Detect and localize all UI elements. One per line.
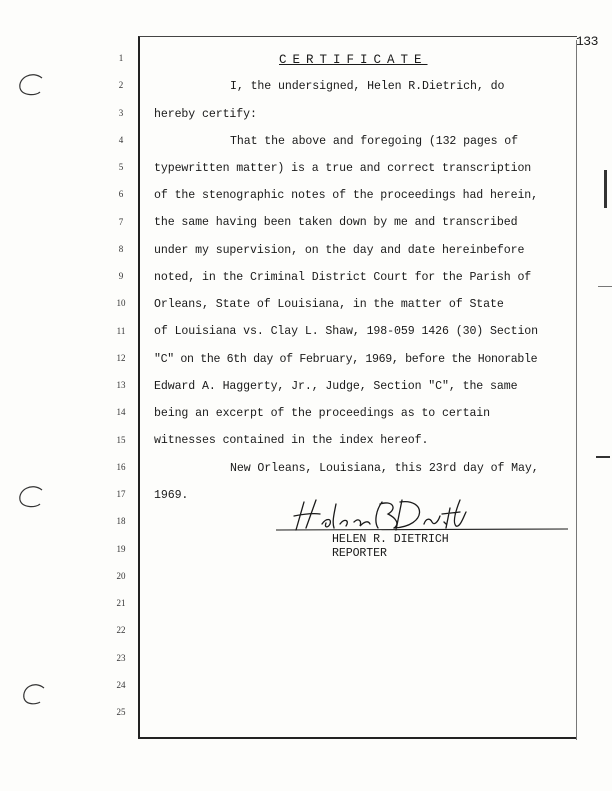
line-number: 3	[118, 108, 124, 118]
handwritten-signature	[276, 496, 576, 536]
line-number: 12	[116, 353, 126, 363]
line-number: 10	[116, 298, 126, 308]
certificate-line: of Louisiana vs. Clay L. Shaw, 198-059 1426 (30) Section	[154, 325, 539, 338]
certificate-line: I, the undersigned, Helen R.Dietrich, do	[230, 80, 505, 93]
binder-hole-icon	[14, 72, 48, 98]
binder-hole-icon	[16, 682, 50, 708]
certificate-title: CERTIFICATE	[279, 53, 428, 67]
line-number: 20	[116, 571, 126, 581]
line-number: 7	[118, 217, 124, 227]
certificate-line: hereby certify:	[154, 108, 257, 121]
line-number: 19	[116, 544, 126, 554]
line-number: 8	[118, 244, 124, 254]
line-number: 6	[118, 189, 124, 199]
line-number: 16	[116, 462, 126, 472]
line-number: 14	[116, 407, 126, 417]
line-number: 9	[118, 271, 124, 281]
line-number: 17	[116, 489, 126, 499]
line-number: 15	[116, 435, 126, 445]
signer-title: REPORTER	[332, 547, 387, 560]
certificate-line: the same having been taken down by me and transcribed	[154, 216, 518, 229]
scan-edge-mark	[598, 286, 612, 287]
page-right-rule	[576, 40, 577, 740]
line-number: 22	[116, 625, 126, 635]
scan-edge-mark	[596, 456, 610, 458]
signer-name: HELEN R. DIETRICH	[332, 533, 449, 546]
line-number: 23	[116, 653, 126, 663]
certificate-line: of the stenographic notes of the proceedings had herein,	[154, 189, 539, 202]
line-number: 25	[116, 707, 126, 717]
certificate-line: New Orleans, Louisiana, this 23rd day of May,	[230, 462, 539, 475]
line-number: 24	[116, 680, 126, 690]
certificate-line: under my supervision, on the day and date hereinbefore	[154, 244, 525, 257]
certificate-line: Edward A. Haggerty, Jr., Judge, Section "C", the same	[154, 380, 518, 393]
line-number: 18	[116, 516, 126, 526]
certificate-line: being an excerpt of the proceedings as to certain	[154, 407, 491, 420]
certificate-line: 1969.	[154, 489, 189, 502]
line-number: 21	[116, 598, 126, 608]
line-number: 2	[118, 80, 124, 90]
line-number: 1	[118, 53, 124, 63]
binder-hole-icon	[14, 484, 48, 510]
certificate-line: typewritten matter) is a true and correct transcription	[154, 162, 532, 175]
certificate-line: Orleans, State of Louisiana, in the matter of State	[154, 298, 504, 311]
scan-edge-mark	[604, 170, 607, 208]
certificate-line: witnesses contained in the index hereof.	[154, 434, 429, 447]
line-number: 4	[118, 135, 124, 145]
line-number: 11	[116, 326, 126, 336]
page-number: 133	[576, 34, 598, 49]
line-number: 5	[118, 162, 124, 172]
certificate-line: noted, in the Criminal District Court for the Parish of	[154, 271, 532, 284]
certificate-line: "C" on the 6th day of February, 1969, before the Honorable	[154, 353, 538, 366]
line-number: 13	[116, 380, 126, 390]
certificate-line: That the above and foregoing (132 pages of	[230, 135, 519, 148]
